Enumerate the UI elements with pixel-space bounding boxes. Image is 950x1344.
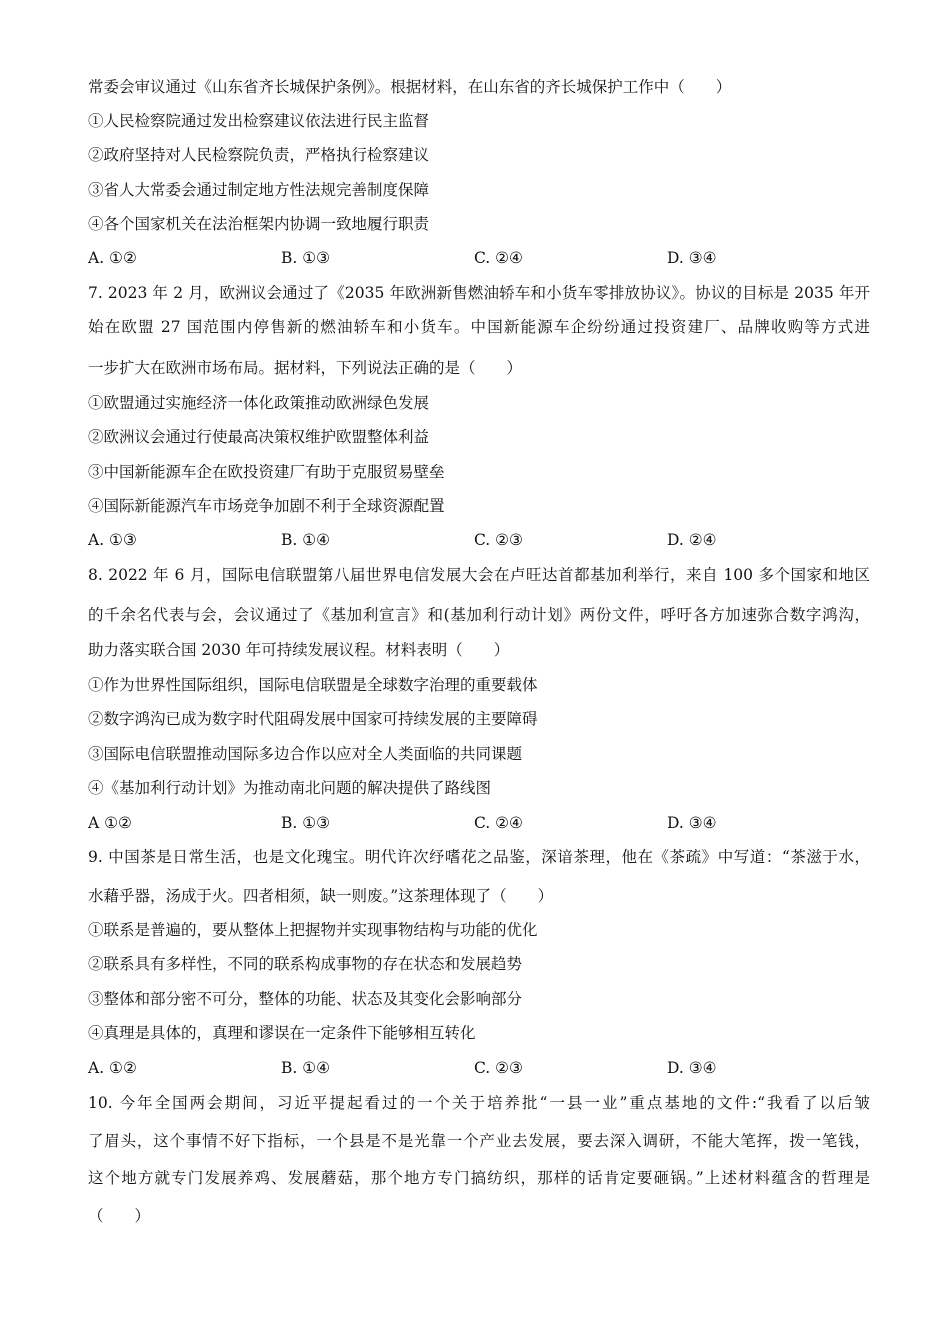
- q6-item-3: ③省人大常委会通过制定地方性法规完善制度保障: [88, 181, 430, 199]
- q7-stem-line-2: 始在欧盟 27 国范围内停售新的燃油轿车和小货车。中国新能源车企纷纷通过投资建厂、品牌收购等方式进: [88, 318, 870, 336]
- q6-option-d: D. ③④: [667, 249, 717, 267]
- q8-item-3: ③国际电信联盟推动国际多边合作以应对全人类面临的共同课题: [88, 745, 523, 763]
- q6-option-c: C. ②④: [474, 249, 523, 267]
- q10-stem-line-4: （ ）: [88, 1207, 151, 1225]
- q10-stem-line-3: 这个地方就专门发展养鸡、发展蘑菇，那个地方专门搞纺织，那样的话肯定要砸锅。”上述材料蕴含的哲理是: [88, 1169, 870, 1187]
- q6-item-2: ②政府坚持对人民检察院负责，严格执行检察建议: [88, 146, 430, 164]
- q8-stem-line-1: 8. 2022 年 6 月，国际电信联盟第八届世界电信发展大会在卢旺达首都基加利举行，来自 100 多个国家和地区: [88, 566, 870, 584]
- q9-option-a: A. ①②: [88, 1059, 137, 1077]
- q8-item-4: ④《基加利行动计划》为推动南北问题的解决提供了路线图: [88, 779, 492, 797]
- q7-stem-line-1: 7. 2023 年 2 月，欧洲议会通过了《2035 年欧洲新售燃油轿车和小货车零排放协议》。协议的目标是 2035 年开: [88, 284, 870, 302]
- q7-option-c: C. ②③: [474, 531, 523, 549]
- q7-item-3: ③中国新能源车企在欧投资建厂有助于克服贸易壁垒: [88, 463, 445, 481]
- q7-item-1: ①欧盟通过实施经济一体化政策推动欧洲绿色发展: [88, 394, 430, 412]
- q9-item-4: ④真理是具体的，真理和谬误在一定条件下能够相互转化: [88, 1024, 476, 1042]
- q7-option-b: B. ①④: [281, 531, 331, 549]
- q8-stem-line-3: 助力落实联合国 2030 年可持续发展议程。材料表明（ ）: [88, 641, 510, 659]
- q7-item-2: ②欧洲议会通过行使最高决策权维护欧盟整体利益: [88, 428, 430, 446]
- q10-stem-line-1: 10. 今年全国两会期间，习近平提起看过的一个关于培养批“一县一业”重点基地的文件:“我看了以后皱: [88, 1094, 870, 1112]
- q8-option-b: B. ①③: [281, 814, 331, 832]
- q9-stem-line-2: 水藉乎器，汤成于火。四者相须，缺一则废。”这茶理体现了（ ）: [88, 887, 554, 905]
- q7-item-4: ④国际新能源汽车市场竞争加剧不利于全球资源配置: [88, 497, 445, 515]
- q7-option-a: A. ①③: [88, 531, 137, 549]
- q8-item-2: ②数字鸿沟已成为数字时代阻碍发展中国家可持续发展的主要障碍: [88, 710, 538, 728]
- q9-item-2: ②联系具有多样性，不同的联系构成事物的存在状态和发展趋势: [88, 955, 523, 973]
- q6-options: [88, 241, 870, 275]
- q6-option-a: A. ①②: [88, 249, 137, 267]
- q6-item-4: ④各个国家机关在法治框架内协调一致地履行职责: [88, 215, 430, 233]
- q9-stem-line-1: 9. 中国茶是日常生活，也是文化瑰宝。明代许次纾嗜花之品鉴，深谙茶理，他在《茶疏》中写道：“茶滋于水，: [88, 848, 870, 866]
- q8-option-d: D. ③④: [667, 814, 717, 832]
- q7-options: [88, 523, 870, 557]
- q8-option-c: C. ②④: [474, 814, 523, 832]
- q9-options: [88, 1051, 870, 1085]
- q8-options: [88, 806, 870, 840]
- q8-option-a: A ①②: [88, 814, 132, 832]
- q8-stem-line-2: 的千余名代表与会，会议通过了《基加利宣言》和(基加利行动计划》两份文件，呼吁各方加速弥合数字鸿沟，: [88, 606, 870, 624]
- q6-option-b: B. ①③: [281, 249, 331, 267]
- q6-item-1: ①人民检察院通过发出检察建议依法进行民主监督: [88, 112, 430, 130]
- q9-option-b: B. ①④: [281, 1059, 331, 1077]
- q7-option-d: D. ②④: [667, 531, 717, 549]
- q8-item-1: ①作为世界性国际组织，国际电信联盟是全球数字治理的重要载体: [88, 676, 538, 694]
- q9-item-1: ①联系是普遍的，要从整体上把握物并实现事物结构与功能的优化: [88, 921, 538, 939]
- q9-option-c: C. ②③: [474, 1059, 523, 1077]
- q6-stem-tail: 常委会审议通过《山东省齐长城保护条例》。根据材料，在山东省的齐长城保护工作中（ ）: [88, 78, 732, 96]
- q7-stem-line-3: 一步扩大在欧洲市场布局。据材料，下列说法正确的是（ ）: [88, 359, 523, 377]
- q9-item-3: ③整体和部分密不可分，整体的功能、状态及其变化会影响部分: [88, 990, 523, 1008]
- q9-option-d: D. ③④: [667, 1059, 717, 1077]
- q10-stem-line-2: 了眉头，这个事情不好下指标，一个县是不是光靠一个产业去发展，要去深入调研，不能大笔挥，拨一笔钱，: [88, 1132, 870, 1150]
